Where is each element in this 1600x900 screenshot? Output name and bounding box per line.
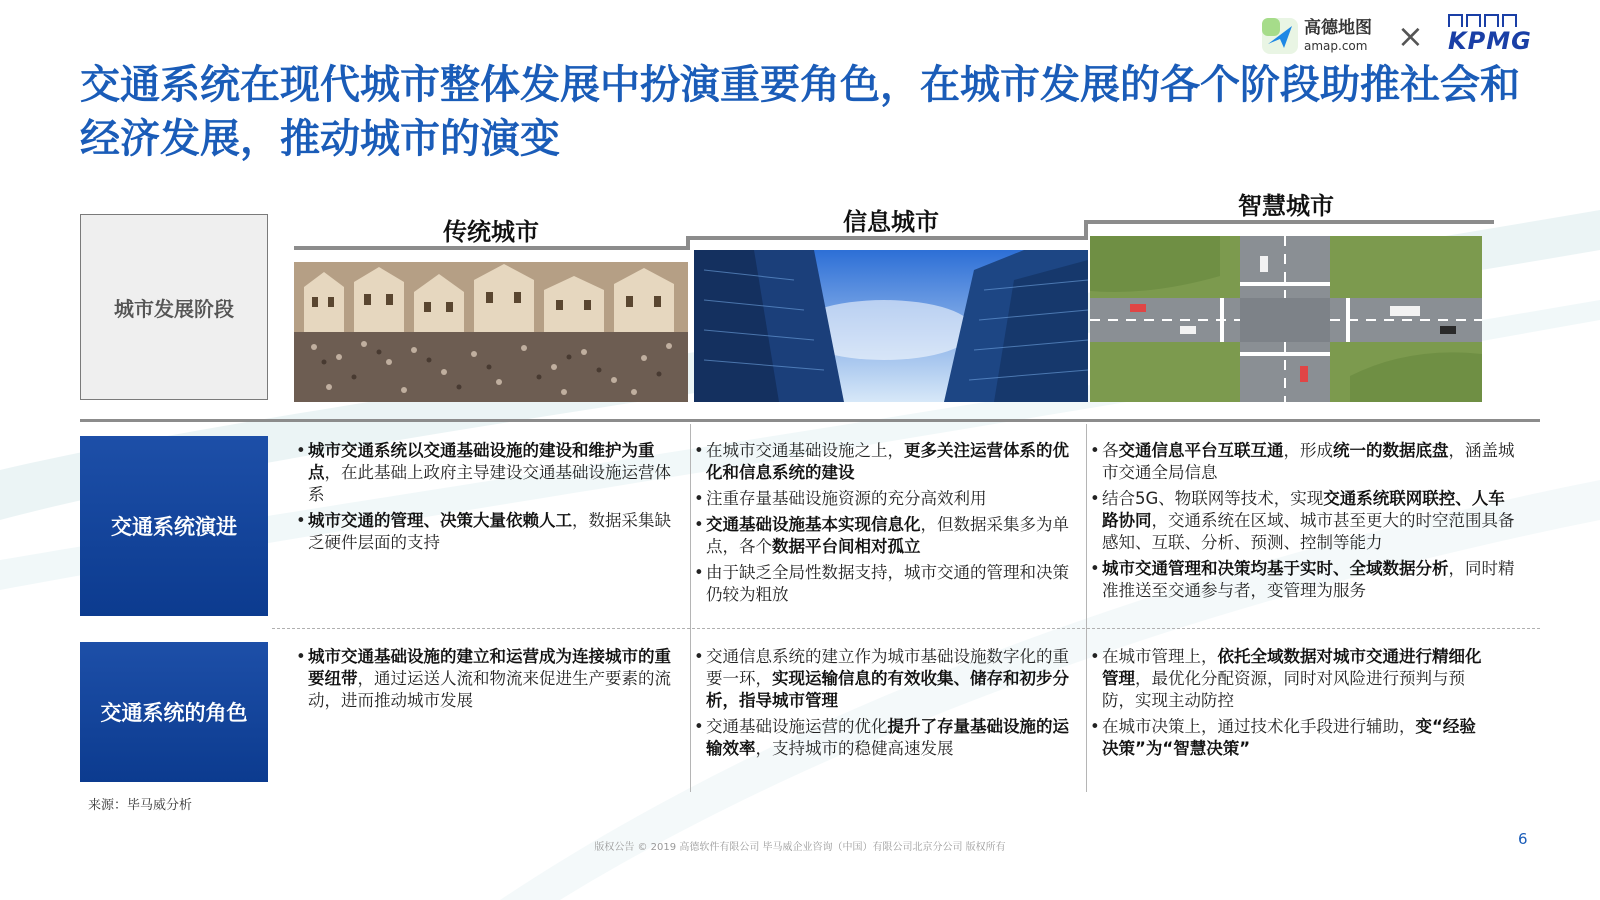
bullet-bold-text: 城市交通管理和决策均基于实时、全域数据分析 [1102, 559, 1449, 578]
bullet-text: ，同时精准推送至交通参与者，变管理为服务 [1102, 559, 1515, 600]
bullet-text: ，通过运送人流和物流来促进生产要素的流动，进而推动城市发展 [308, 669, 671, 710]
bullet-text: ，涵盖城市交通全局信息 [1102, 441, 1515, 482]
bullet-bold-text: 城市交通的管理、决策大量依赖人工 [308, 511, 572, 530]
bullet-text: ，但数据采集多为单点，各个 [706, 515, 1069, 556]
bullet-item [694, 488, 1082, 510]
bullet-item [1090, 716, 1490, 760]
bullet-text: 由于缺乏全局性数据支持，城市交通的管理和决策仍较为粗放 [706, 563, 1069, 604]
stage-title-information: 信息城市 [843, 208, 939, 236]
column-divider-1 [690, 424, 691, 792]
bullet-text: 在城市决策上，通过技术化手段进行辅助， [1102, 717, 1416, 736]
bullet-item [694, 514, 1082, 558]
skyscrapers-photo [694, 250, 1088, 402]
row-label-role: 交通系统的角色 [80, 642, 268, 782]
cell-evolution-smart [1090, 440, 1520, 606]
stage-title-smart: 智慧城市 [1238, 192, 1334, 220]
bullet-bold-text: 交通信息平台互联互通 [1118, 441, 1284, 460]
bullet-bold-text: 实现运输信息的有效收集、储存和初步分析，指导城市管理 [706, 669, 1069, 710]
bullet-text: 在城市交通基础设施之上， [706, 441, 904, 460]
kpmg-logo [1448, 14, 1538, 58]
bullet-text: ，数据采集缺乏硬件层面的支持 [308, 511, 671, 552]
row-label-evolution: 交通系统演进 [80, 436, 268, 616]
stage-divider [80, 419, 1540, 422]
bullet-bold-text: 交通基础设施基本实现信息化 [706, 515, 921, 534]
bullet-text: ，形成 [1283, 441, 1333, 460]
bullet-text: ，最优化分配资源，同时对风险进行预判与预防，实现主动防控 [1102, 669, 1465, 710]
logo-separator: × [1397, 17, 1424, 55]
amap-url: amap.com [1304, 39, 1368, 53]
bullet-bold-text: 城市交通基础设施的建立和运营成为连接城市的重要纽带 [308, 647, 671, 688]
bullet-text: 交通信息系统的建立作为城市基础设施数字化的重要一环， [706, 647, 1069, 688]
amap-name: 高德地图 [1304, 18, 1372, 38]
kpmg-boxes-icon [1448, 14, 1517, 27]
bullet-text: 各 [1102, 441, 1119, 460]
bullet-item [1090, 488, 1520, 554]
row-divider [272, 628, 1540, 629]
copyright-footer: 版权公告 © 2019 高德软件有限公司 毕马威企业咨询（中国）有限公司北京分公司 版权所有 [594, 842, 1006, 853]
intersection-aerial-photo [1090, 236, 1482, 402]
bullet-text: 交通基础设施运营的优化 [706, 717, 888, 736]
bullet-item [694, 562, 1082, 606]
column-divider-2 [1086, 424, 1087, 792]
old-city-square-photo [294, 262, 688, 402]
bullet-text: ，交通系统在区域、城市甚至更大的时空范围具备感知、互联、分析、预测、控制等能力 [1102, 511, 1515, 552]
bullet-text: ，支持城市的稳健高速发展 [755, 739, 954, 758]
bullet-item [296, 646, 682, 712]
cell-role-smart [1090, 646, 1490, 764]
bullet-item [694, 440, 1082, 484]
page-title [80, 58, 1530, 166]
bullet-text: 结合5G、物联网等技术，实现 [1102, 489, 1324, 508]
bullet-bold-text: 提升了存量基础设施的运输效率 [706, 717, 1069, 758]
cell-role-traditional [296, 646, 682, 716]
bullet-item [694, 646, 1082, 712]
bullet-text: ，在此基础上政府主导建设交通基础设施运营体系 [308, 463, 671, 504]
bullet-text: 在城市管理上， [1102, 647, 1218, 666]
source-note: 来源：毕马威分析 [88, 798, 193, 813]
amap-logo-icon [1262, 18, 1298, 54]
cell-evolution-information [694, 440, 1082, 610]
bullet-bold-text: 依托全域数据对城市交通进行精细化管理 [1102, 647, 1482, 688]
title-line-1: 交通系统在现代城市整体发展中扮演重要角色，在城市发展的各个阶段助推社会和 [80, 62, 1520, 108]
amap-logo [1262, 14, 1384, 58]
bullet-bold-text: 城市交通系统以交通基础设施的建设和维护为重点 [308, 441, 655, 482]
bullet-item [1090, 646, 1490, 712]
title-line-2: 经济发展，推动城市的演变 [80, 116, 560, 162]
bullet-bold-text: 变“经验决策”为“智慧决策” [1102, 717, 1476, 758]
bullet-item [1090, 440, 1520, 484]
stage-title-traditional: 传统城市 [443, 218, 539, 246]
kpmg-wordmark: KPMG [1448, 27, 1532, 55]
bullet-item [694, 716, 1082, 760]
page-number: 6 [1518, 830, 1528, 848]
bullet-item [296, 510, 682, 554]
stage-label: 城市发展阶段 [80, 214, 268, 400]
bullet-bold-text: 交通系统联网联控、人车路协同 [1102, 489, 1505, 530]
bullet-bold-text: 更多关注运营体系的优化和信息系统的建设 [706, 441, 1069, 482]
bullet-bold-text: 数据平台间相对孤立 [772, 537, 921, 556]
bullet-text: 注重存量基础设施资源的充分高效利用 [706, 489, 987, 508]
cell-role-information [694, 646, 1082, 764]
bullet-bold-text: 统一的数据底盘 [1333, 441, 1449, 460]
bullet-item [296, 440, 682, 506]
bullet-item [1090, 558, 1520, 602]
cell-evolution-traditional [296, 440, 682, 558]
